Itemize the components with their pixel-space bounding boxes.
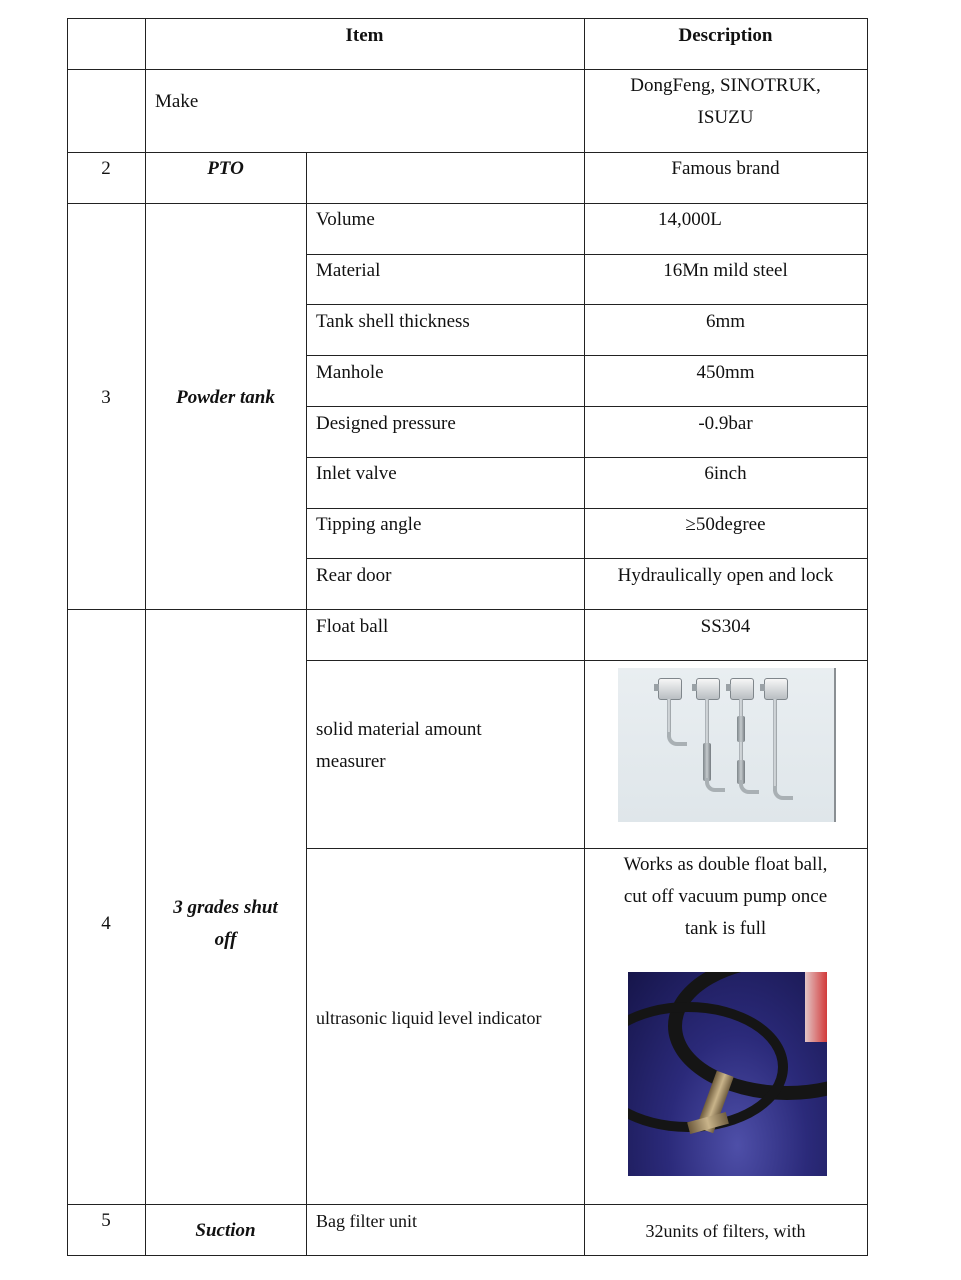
table-border-left xyxy=(67,18,68,1256)
spec-name-rear-door: Rear door xyxy=(316,565,392,586)
row-divider xyxy=(306,304,868,305)
make-label: Make xyxy=(155,91,199,112)
spec-value-inlet-valve: 6inch xyxy=(704,463,747,484)
probe-bend xyxy=(773,786,793,800)
header-item: Item xyxy=(345,25,384,46)
probe-float xyxy=(737,716,745,742)
table-border-right xyxy=(867,18,868,1256)
probe-head xyxy=(658,678,682,700)
suction-label: Suction xyxy=(195,1220,256,1241)
make-value-line1: DongFeng, SINOTRUK, xyxy=(630,75,821,96)
probe-bend xyxy=(667,732,687,746)
spec-value-float-ball: SS304 xyxy=(700,616,751,637)
spec-name-shell-thickness: Tank shell thickness xyxy=(316,311,470,332)
row-divider xyxy=(306,355,868,356)
row-divider xyxy=(67,203,868,204)
probe-head xyxy=(764,678,788,700)
shut-off-label-line2: off xyxy=(214,929,237,950)
row-divider xyxy=(67,609,868,610)
spec-name-material: Material xyxy=(316,260,381,281)
row-divider xyxy=(306,406,868,407)
spec-value-volume: 14,000L xyxy=(658,209,722,230)
spec-name-manhole: Manhole xyxy=(316,362,384,383)
row-divider xyxy=(67,1204,868,1205)
column-divider xyxy=(145,18,146,1256)
row-number-4: 4 xyxy=(101,913,111,934)
measurer-name-line2: measurer xyxy=(316,751,386,772)
table-border-bottom xyxy=(67,1255,868,1256)
spec-value-rear-door: Hydraulically open and lock xyxy=(617,565,834,586)
pto-value: Famous brand xyxy=(671,158,780,179)
row-divider xyxy=(306,558,868,559)
powder-tank-label: Powder tank xyxy=(176,387,275,408)
probe-head xyxy=(730,678,754,700)
spec-value-bag-filter: 32units of filters, with xyxy=(645,1221,806,1241)
probe-bend xyxy=(705,778,725,792)
ultrasonic-value-line2: cut off vacuum pump once xyxy=(623,886,828,907)
spec-name-tipping-angle: Tipping angle xyxy=(316,514,422,535)
table-border-top xyxy=(67,18,868,19)
spec-value-manhole: 450mm xyxy=(696,362,755,383)
probe-rod xyxy=(705,699,709,743)
row-number-2: 2 xyxy=(101,158,111,179)
probe-head xyxy=(696,678,720,700)
level-measurer-probes-image xyxy=(618,668,836,822)
header-description: Description xyxy=(678,25,773,46)
make-value-line2: ISUZU xyxy=(697,107,754,128)
spec-name-volume: Volume xyxy=(316,209,375,230)
spec-name-inlet-valve: Inlet valve xyxy=(316,463,397,484)
spec-name-bag-filter: Bag filter unit xyxy=(316,1211,417,1231)
pto-label: PTO xyxy=(207,158,244,179)
spec-value-shell-thickness: 6mm xyxy=(705,311,746,332)
spec-name-float-ball: Float ball xyxy=(316,616,389,637)
shut-off-label-line1: 3 grades shut xyxy=(173,897,278,918)
row-number-3: 3 xyxy=(101,387,111,408)
ultrasonic-indicator-photo xyxy=(628,972,827,1176)
ultrasonic-name: ultrasonic liquid level indicator xyxy=(316,1008,542,1028)
spec-value-designed-pressure: -0.9bar xyxy=(698,413,753,434)
probe-bend xyxy=(739,780,759,794)
ultrasonic-value-line1: Works as double float ball, xyxy=(623,854,828,875)
spec-name-designed-pressure: Designed pressure xyxy=(316,413,456,434)
spec-value-tipping-angle: ≥50degree xyxy=(685,514,766,535)
probe-float xyxy=(703,743,711,781)
row-divider xyxy=(306,660,868,661)
ultrasonic-value-line3: tank is full xyxy=(684,918,767,939)
spec-value-material: 16Mn mild steel xyxy=(663,260,788,281)
column-divider xyxy=(306,152,307,1256)
measurer-name-line1: solid material amount xyxy=(316,719,482,740)
row-number-5: 5 xyxy=(101,1210,111,1231)
probe-rod xyxy=(773,699,777,791)
